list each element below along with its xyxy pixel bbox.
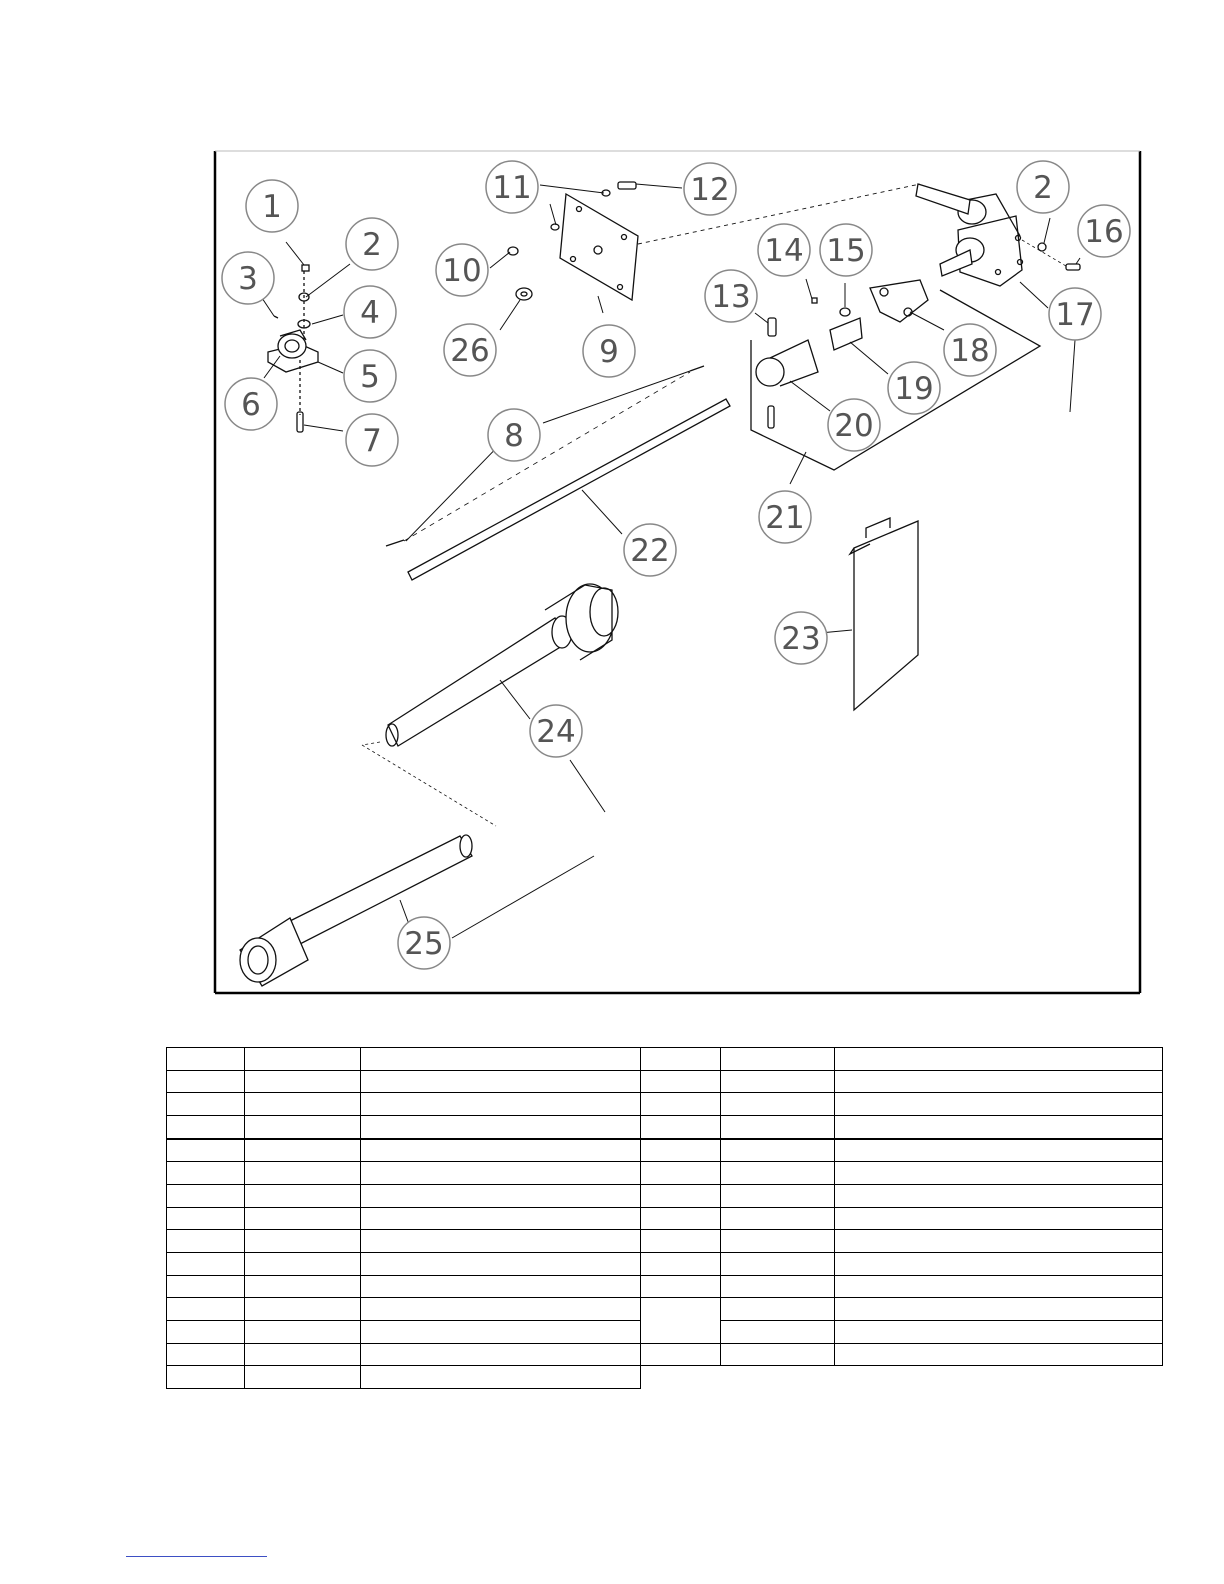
table-cell — [835, 1298, 1163, 1321]
table-cell — [641, 1048, 721, 1071]
svg-text:2: 2 — [1033, 170, 1053, 206]
svg-text:14: 14 — [764, 233, 804, 269]
table-cell — [167, 1093, 245, 1116]
callout-11 — [486, 161, 538, 213]
table-cell — [361, 1093, 641, 1116]
table-cell — [835, 1115, 1163, 1138]
svg-text:22: 22 — [630, 533, 670, 569]
table-cell — [167, 1320, 245, 1343]
table-cell — [245, 1343, 361, 1366]
callout-13 — [705, 270, 757, 322]
table-cell — [641, 1093, 721, 1116]
table-row — [167, 1366, 1163, 1389]
table-cell — [167, 1115, 245, 1138]
svg-text:20: 20 — [834, 408, 874, 444]
table-row — [167, 1162, 1163, 1185]
svg-text:7: 7 — [362, 423, 382, 459]
table-row — [167, 1093, 1163, 1116]
table-cell — [835, 1230, 1163, 1253]
pto-half-25 — [240, 742, 496, 986]
svg-text:11: 11 — [492, 170, 532, 206]
svg-text:13: 13 — [711, 279, 751, 315]
callout-23 — [775, 612, 827, 664]
table-cell — [835, 1139, 1163, 1162]
table-cell — [245, 1139, 361, 1162]
callout-5 — [344, 350, 396, 402]
svg-text:6: 6 — [241, 387, 261, 423]
table-cell — [167, 1343, 245, 1366]
table-cell — [167, 1185, 245, 1208]
table-cell — [721, 1320, 835, 1343]
table-cell — [361, 1115, 641, 1138]
table-cell — [167, 1139, 245, 1162]
table-cell — [641, 1070, 721, 1093]
table-cell — [167, 1275, 245, 1298]
callout-20 — [828, 399, 880, 451]
svg-text:19: 19 — [894, 371, 934, 407]
drive-shafts — [386, 366, 730, 580]
table-cell — [361, 1252, 641, 1275]
table-cell — [361, 1070, 641, 1093]
svg-text:4: 4 — [360, 295, 380, 331]
table-row — [167, 1207, 1163, 1230]
table-cell — [721, 1185, 835, 1208]
table-cell — [641, 1115, 721, 1138]
table-cell — [835, 1343, 1163, 1366]
table-cell — [721, 1048, 835, 1071]
table-cell — [361, 1298, 641, 1321]
callout-17 — [1049, 288, 1101, 340]
table-cell — [721, 1162, 835, 1185]
table-cell — [721, 1343, 835, 1366]
callout-2-gearbox — [1017, 161, 1069, 213]
pillow-block-bearing — [268, 330, 318, 432]
table-cell — [835, 1048, 1163, 1071]
callout-6 — [225, 378, 277, 430]
table-cell — [641, 1230, 721, 1253]
svg-text:17: 17 — [1055, 297, 1095, 333]
svg-text:3: 3 — [238, 261, 258, 297]
pto-half-24 — [386, 584, 618, 746]
svg-text:24: 24 — [536, 714, 576, 750]
table-cell — [361, 1275, 641, 1298]
callout-2 — [346, 218, 398, 270]
table-cell — [245, 1366, 361, 1389]
svg-text:9: 9 — [599, 334, 619, 370]
table-cell — [835, 1252, 1163, 1275]
table-cell — [835, 1185, 1163, 1208]
table-cell — [245, 1207, 361, 1230]
table-cell — [361, 1048, 641, 1071]
table-cell — [245, 1252, 361, 1275]
svg-text:2: 2 — [362, 227, 382, 263]
table-cell — [835, 1320, 1163, 1343]
table-cell — [361, 1230, 641, 1253]
callout-15 — [820, 224, 872, 276]
callout-22 — [624, 524, 676, 576]
table-row — [167, 1343, 1163, 1366]
svg-text:18: 18 — [950, 333, 990, 369]
callout-26 — [444, 324, 496, 376]
table-cell — [167, 1298, 245, 1321]
table-cell — [721, 1070, 835, 1093]
table-cell — [167, 1162, 245, 1185]
table-cell — [641, 1252, 721, 1275]
callout-9 — [583, 325, 635, 377]
table-cell — [641, 1275, 721, 1298]
table-row — [167, 1230, 1163, 1253]
shield-panel — [850, 518, 918, 710]
table-cell — [721, 1093, 835, 1116]
table-cell — [245, 1230, 361, 1253]
table-cell — [361, 1343, 641, 1366]
table-cell — [361, 1185, 641, 1208]
table-cell — [245, 1320, 361, 1343]
table-cell — [721, 1252, 835, 1275]
table-cell — [245, 1185, 361, 1208]
table-cell — [361, 1207, 641, 1230]
callout-24 — [530, 705, 582, 757]
table-cell — [835, 1275, 1163, 1298]
table-cell — [641, 1162, 721, 1185]
table-cell — [721, 1298, 835, 1321]
callout-21 — [759, 491, 811, 543]
table-row — [167, 1298, 1163, 1321]
table-cell — [641, 1343, 721, 1366]
table-cell — [641, 1207, 721, 1230]
table-cell — [245, 1275, 361, 1298]
table-cell — [835, 1093, 1163, 1116]
table-cell — [721, 1115, 835, 1138]
table-row — [167, 1115, 1163, 1138]
table-cell — [167, 1048, 245, 1071]
parts-list-body — [167, 1048, 1163, 1389]
table-cell — [641, 1320, 721, 1343]
callout-3 — [222, 252, 274, 304]
table-cell — [167, 1230, 245, 1253]
table-cell — [167, 1070, 245, 1093]
svg-text:21: 21 — [765, 500, 805, 536]
table-cell — [835, 1207, 1163, 1230]
callout-8 — [488, 409, 540, 461]
table-row — [167, 1139, 1163, 1162]
table-cell — [721, 1230, 835, 1253]
table-cell — [245, 1093, 361, 1116]
table-row — [167, 1275, 1163, 1298]
table-cell — [835, 1070, 1163, 1093]
svg-text:23: 23 — [781, 621, 821, 657]
svg-text:25: 25 — [404, 926, 444, 962]
table-cell — [245, 1162, 361, 1185]
callout-14 — [758, 224, 810, 276]
table-cell — [245, 1115, 361, 1138]
callout-4 — [344, 286, 396, 338]
footer-link-line — [126, 1556, 267, 1557]
table-cell — [641, 1185, 721, 1208]
svg-text:5: 5 — [360, 359, 380, 395]
callout-1 — [246, 180, 298, 232]
parts-list-table — [166, 1047, 1163, 1389]
svg-text:1: 1 — [262, 189, 282, 225]
table-cell — [835, 1162, 1163, 1185]
table-cell — [361, 1162, 641, 1185]
table-row — [167, 1320, 1163, 1343]
table-row — [167, 1185, 1163, 1208]
callout-18 — [944, 324, 996, 376]
table-cell — [361, 1320, 641, 1343]
bearing-hardware — [274, 265, 310, 340]
callout-10 — [436, 244, 488, 296]
svg-text:15: 15 — [826, 233, 866, 269]
table-cell — [245, 1048, 361, 1071]
table-cell — [361, 1139, 641, 1162]
callout-16 — [1078, 205, 1130, 257]
table-cell — [361, 1366, 641, 1389]
svg-text:26: 26 — [450, 333, 490, 369]
table-cell — [245, 1298, 361, 1321]
table-cell — [721, 1139, 835, 1162]
table-cell — [641, 1366, 721, 1389]
callout-25 — [398, 917, 450, 969]
svg-text:10: 10 — [442, 253, 482, 289]
table-cell — [167, 1207, 245, 1230]
table-cell — [721, 1275, 835, 1298]
table-cell — [721, 1366, 835, 1389]
table-cell — [721, 1207, 835, 1230]
callout-12 — [684, 163, 736, 215]
table-row — [167, 1070, 1163, 1093]
table-cell — [835, 1366, 1163, 1389]
svg-text:8: 8 — [504, 418, 524, 454]
table-cell — [641, 1298, 721, 1321]
table-cell — [245, 1070, 361, 1093]
table-cell — [641, 1139, 721, 1162]
table-row — [167, 1252, 1163, 1275]
svg-text:16: 16 — [1084, 214, 1124, 250]
table-cell — [167, 1252, 245, 1275]
callout-7 — [346, 414, 398, 466]
svg-text:12: 12 — [690, 172, 730, 208]
table-row — [167, 1048, 1163, 1071]
callout-19 — [888, 362, 940, 414]
table-cell — [167, 1366, 245, 1389]
